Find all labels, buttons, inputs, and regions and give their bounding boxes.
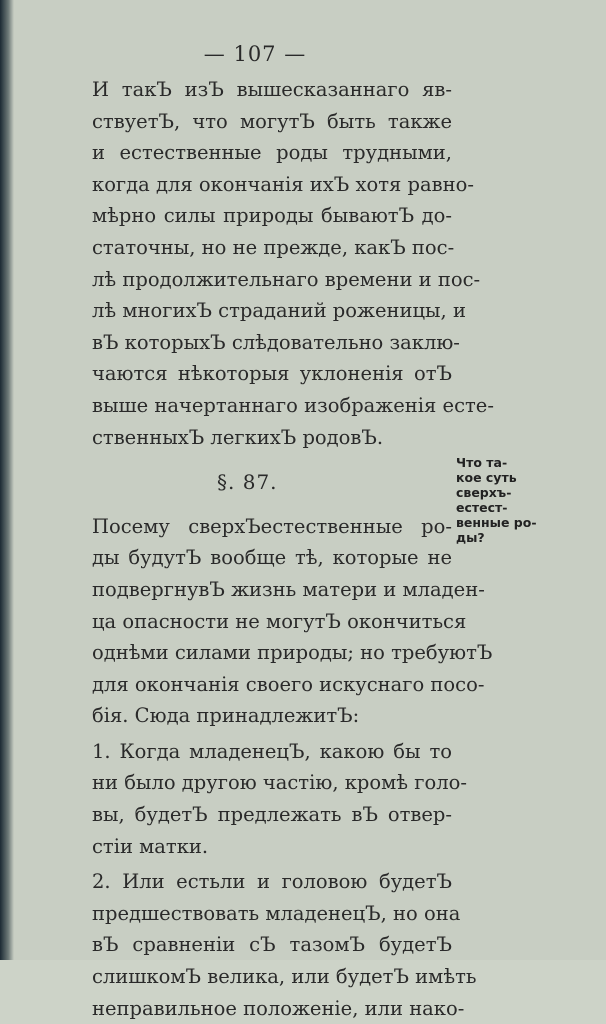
text-line: лѣ многихЪ страданий роженицы, и: [92, 299, 466, 323]
text-line: когда для окончанія ихЪ хотя равно-: [92, 172, 474, 196]
text-line: ственныхЪ легкихЪ родовЪ.: [92, 425, 384, 449]
margin-note-line: Что та-: [456, 455, 508, 470]
margin-note-line: естест-: [456, 500, 508, 515]
text-line: однѣми силами природы; но требуютЪ: [92, 641, 493, 665]
page-number: — 107 —: [203, 42, 307, 66]
text-line: 2. Или естьли и головою будетЪ: [92, 870, 452, 894]
text-line: 1. Когда младенецЪ, какою бы то: [92, 739, 452, 763]
text-line: неправильное положеніе, или нако-: [92, 996, 465, 1020]
text-line: чаются нѣкоторыя уклоненія отЪ: [92, 362, 452, 386]
text-line: вЪ которыхЪ слѣдовательно заклю-: [92, 330, 460, 354]
margin-note-line: венные ро-: [456, 515, 537, 530]
text-line: ца опасности не могутЪ окончиться: [92, 609, 467, 633]
text-line: ствуетЪ, что могутЪ быть также: [92, 109, 452, 133]
section-heading: §. 87.: [217, 470, 278, 495]
text-line: мѣрно силы природы бываютЪ до-: [92, 204, 452, 228]
text-line: подвергнувЪ жизнь матери и младен-: [92, 577, 485, 601]
text-line: лѣ продолжительнаго времени и пос-: [92, 267, 481, 291]
text-line: для окончанія своего искуснаго посо-: [92, 672, 485, 696]
text-line: стіи матки.: [92, 834, 209, 858]
paragraph-2: [92, 511, 493, 732]
text-line: вЪ сравненіи сЪ тазомЪ будетЪ: [92, 933, 452, 957]
text-line: слишкомЪ велика, или будетЪ имѣть: [92, 965, 477, 989]
text-line: и естественные роды трудными,: [92, 141, 452, 165]
text-line: предшествовать младенецЪ, но она: [92, 901, 461, 925]
text-line: статочны, но не прежде, какЪ пос-: [92, 235, 455, 259]
margin-note-line: кое суть: [456, 470, 517, 485]
text-line: выше начертаннаго изображенія есте-: [92, 393, 494, 417]
text-line: ды будутЪ вообще тѣ, которые не: [92, 546, 452, 570]
text-line: Посему сверхЪестественные ро-: [92, 514, 452, 538]
margin-note: [456, 455, 540, 545]
paragraph-1: [92, 74, 494, 453]
paragraph-3: [92, 736, 467, 862]
margin-note-line: ды?: [456, 530, 485, 545]
text-line: бія. Сюда принадлежитЪ:: [92, 704, 360, 728]
paragraph-4: [92, 866, 477, 1024]
text-line: И такЪ изЪ вышесказаннаго яв-: [92, 78, 452, 101]
margin-note-line: сверхъ-: [456, 485, 512, 500]
text-line: ни было другою частію, кромѣ голо-: [92, 771, 467, 795]
text-line: вы, будетЪ предлежать вЪ отвер-: [92, 803, 452, 827]
